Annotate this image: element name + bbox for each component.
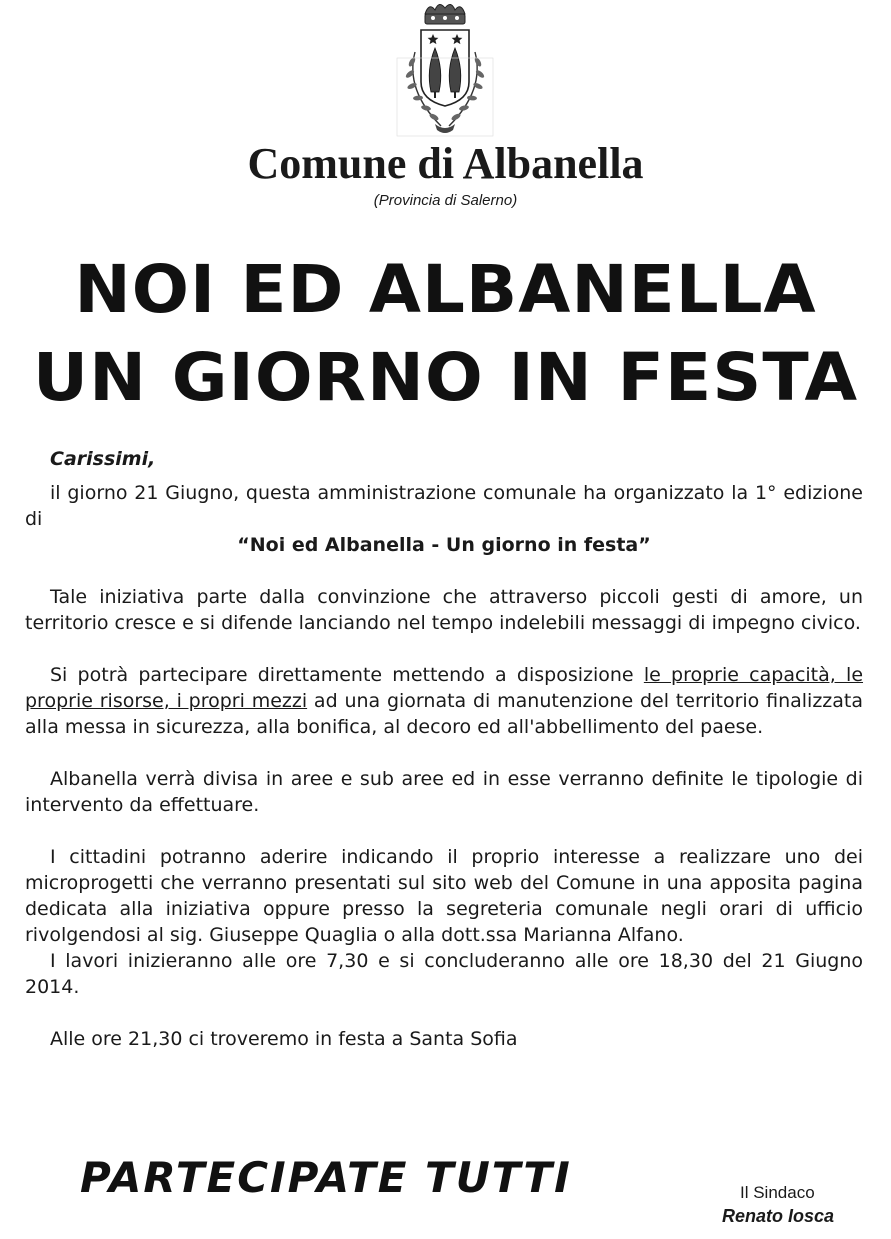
- signature-name: Renato Iosca: [722, 1206, 835, 1226]
- headline-line-1: NOI ED ALBANELLA: [74, 251, 817, 328]
- event-title: “Noi ed Albanella - Un giorno in festa”: [237, 534, 651, 556]
- coat-of-arms-icon: [395, 0, 495, 138]
- signature-role: Il Sindaco: [740, 1183, 815, 1202]
- paragraph-areas: Albanella verrà divisa in aree e sub aree ed in esse verranno definite le tipologie di intervento da effettuare.: [25, 768, 863, 816]
- paragraph-participation: [25, 662, 863, 740]
- province-subtitle: (Provincia di Salerno): [373, 192, 518, 209]
- participation-text-end: ad una giornata di manutenzione del territorio finalizzata alla messa in sicurezza, alla bonifica, al decoro ed all'abbellimento del paese.: [25, 690, 863, 738]
- municipality-name: Comune di Albanella: [247, 139, 644, 188]
- paragraph-initiative: Tale iniziativa parte dalla convinzione che attraverso piccoli gesti di amore, un territorio cresce e si difende lanciando nel tempo indelebili messaggi di impegno civico.: [25, 586, 863, 634]
- letter-body: [25, 446, 863, 1052]
- call-to-action: PARTECIPATE TUTTI: [80, 1153, 572, 1202]
- paragraph-evening: Alle ore 21,30 ci troveremo in festa a Santa Sofia: [50, 1028, 518, 1050]
- participation-underlined-text: le proprie capacità, le proprie risorse, i propri mezzi: [25, 664, 864, 712]
- participation-text-start: Si potrà partecipare direttamente mettendo a disposizione: [50, 664, 644, 686]
- paragraph-intro: il giorno 21 Giugno, questa amministrazione comunale ha organizzato la 1° edizione di: [25, 482, 863, 530]
- paragraph-citizens: I cittadini potranno aderire indicando il proprio interesse a realizzare uno dei microprogetti che verranno presentati sul sito web del Comune in una apposita pagina dedicata alla iniziativa oppure presso la segreteria comunale negli orari di ufficio rivolgendosi al sig. Giuseppe Quaglia o alla dott.ssa Marianna Alfano.: [25, 846, 863, 946]
- paragraph-schedule: I lavori inizieranno alle ore 7,30 e si concluderanno alle ore 18,30 del 21 Giugno 2014.: [25, 950, 863, 998]
- greeting: Carissimi,: [50, 448, 156, 470]
- headline-line-2: UN GIORNO IN FESTA: [32, 339, 859, 416]
